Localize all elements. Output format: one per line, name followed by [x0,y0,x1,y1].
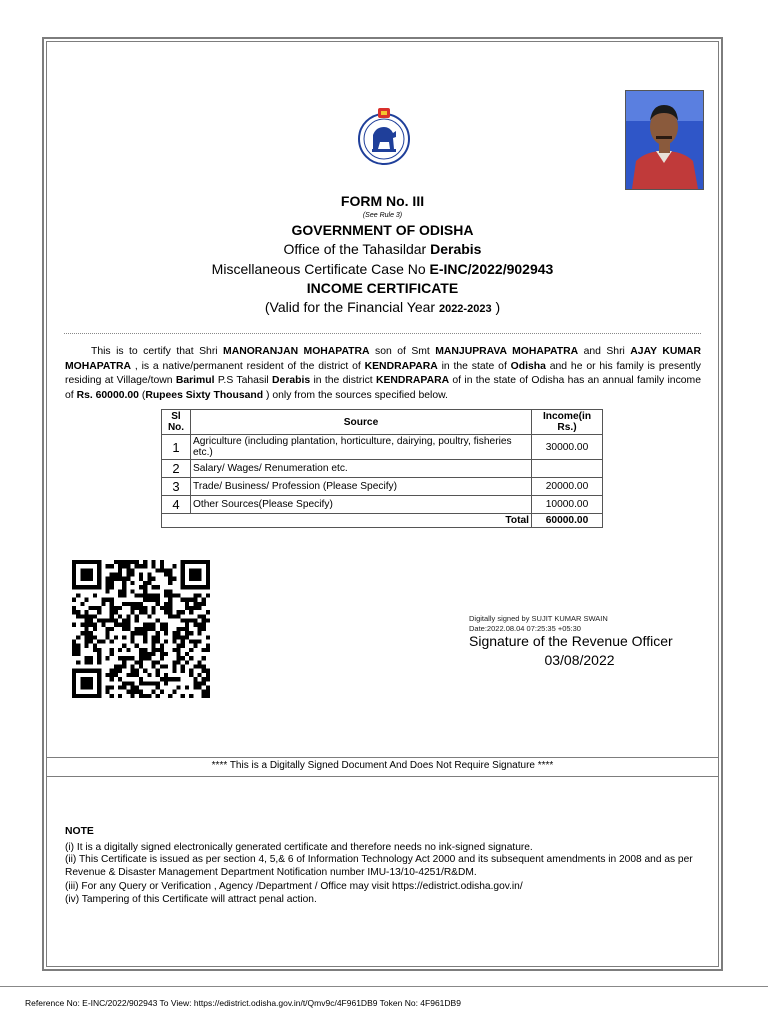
odisha-state-emblem-icon [356,105,412,169]
office-prefix: Office of the Tahasildar [283,241,431,257]
note-item: (i) It is a digitally signed electronically generated certificate and therefore needs no ink-signed signature. [65,842,533,853]
para-text: of in the state of Odisha has an annual family income of [65,375,701,401]
reference-footer: Reference No: E-INC/2022/902943 To View: https://edistrict.odisha.gov.in/t/Qmv9c/4F961DB9 Token No: 4F961DB9 [25,998,461,1008]
financial-year: 2022-2023 [438,303,492,315]
notes-list [65,842,705,906]
income-source-table [161,409,603,528]
table-row [162,478,603,496]
table-row [162,435,603,460]
note-item: (iii) For any Query or Verification , Agency /Department / Office may visit https://edistrict.odisha.gov.in/ [65,881,523,893]
para-text: P.S Tahasil [214,375,273,386]
para-text: and Shri [578,346,631,357]
row-sl: 1 [162,435,191,460]
row-income: 10000.00 [532,496,603,514]
signature-timestamp: Date:2022.08.04 07:25:35 +05:30 [469,624,581,633]
signature-title: Signature of the Revenue Officer [469,633,673,649]
district-name: KENDRAPARA [364,360,438,372]
father-name: AJAY KUMAR MOHAPATRA [65,346,701,372]
office-line [46,241,719,257]
para-text: and he or his family is presently residing at Village/town [65,360,701,386]
row-source: Salary/ Wages/ Renumeration etc. [191,460,532,478]
income-amount: Rs. 60000.00 [76,389,139,401]
row-source: Other Sources(Please Specify) [191,496,532,514]
para-text: son of Smt [369,346,436,357]
row-source: Agriculture (including plantation, horticulture, dairying, poultry, fisheries etc.) [191,435,532,460]
para-text: in the state of [437,360,511,372]
government-title: GOVERNMENT OF ODISHA [291,222,474,238]
tahasil-name: Derabis [272,375,311,386]
header-source: Source [191,410,532,435]
case-line [46,261,719,277]
income-amount-words: Rupees Sixty Thousand [145,389,264,401]
row-source: Trade/ Business/ Profession (Please Specify) [191,478,532,496]
applicant-name: MANORANJAN MOHAPATRA [223,346,370,357]
case-prefix: Miscellaneous Certificate Case No [211,261,430,277]
digital-signature-note: **** This is a Digitally Signed Document And Does Not Require Signature **** [211,760,554,771]
row-sl: 4 [162,496,191,514]
row-sl: 3 [162,478,191,496]
table-row [162,496,603,514]
note-heading: NOTE [65,826,94,837]
form-number: FORM No. III [340,193,425,209]
case-number: E-INC/2022/902943 [429,261,554,277]
qr-code [72,560,210,698]
row-sl: 2 [162,460,191,478]
valid-prefix: (Valid for the Financial Year [264,299,439,315]
office-name: Derabis [430,241,482,257]
row-income [532,460,603,478]
para-text: in the district [310,375,376,386]
header-income: Income(in Rs.) [532,410,603,435]
digital-signature-block [469,614,608,634]
see-rule: (See Rule 3) [362,212,403,219]
dotted-separator [64,333,701,334]
applicant-photo [625,90,704,190]
para-text: ( [138,389,146,401]
valid-suffix: ) [491,299,501,315]
certificate-title: INCOME CERTIFICATE [306,280,459,296]
divider [46,757,719,758]
divider [46,776,719,777]
table-row [162,460,603,478]
certification-paragraph [65,345,701,403]
note-item: (iv) Tampering of this Certificate will attract penal action. [65,893,317,905]
row-income: 30000.00 [532,435,603,460]
district-name-2: KENDRAPARA [375,375,450,386]
note-item: (ii) This Certificate is issued as per section 4, 5,& 6 of Information Technology Act 2000 and its subsequent amendments in 2008 and as per Revenue & Disaster Management Department Notification number IMU-13/10-4251/R&DM. [65,854,693,878]
footer-divider [0,986,768,987]
para-text: ) only from the sources specified below. [263,389,448,401]
village-name: Barimul [175,375,215,386]
para-text: This is to certify that Shri [91,346,224,357]
total-value: 60000.00 [532,514,603,528]
signature-date: 03/08/2022 [544,652,615,668]
mother-name: MANJUPRAVA MOHAPATRA [435,346,579,357]
para-text: , is a native/permanent resident of the district of [131,360,365,372]
table-total-row [162,514,603,528]
row-income: 20000.00 [532,478,603,496]
digitally-signed-by: Digitally signed by SUJIT KUMAR SWAIN [469,614,608,623]
state-name: Odisha [510,360,546,372]
total-label: Total [162,514,532,528]
validity-line [46,299,719,315]
table-header-row [162,410,603,435]
header-sl-no: Sl No. [162,410,191,435]
